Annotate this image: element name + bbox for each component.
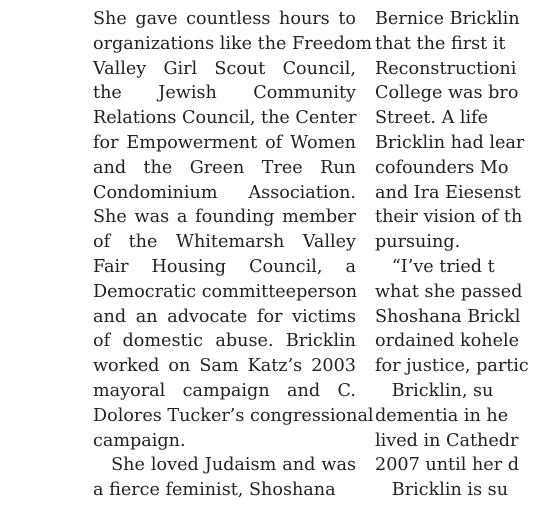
text-line: the Jewish Community bbox=[93, 83, 356, 104]
text-line: for Empowerment of Women bbox=[93, 132, 356, 153]
text-line: ordained kohele bbox=[375, 331, 520, 352]
text-line: organizations like the Freedom bbox=[93, 33, 373, 54]
text-line: Dolores Tucker’s congressional bbox=[93, 405, 374, 426]
text-line: cofounders Mo bbox=[375, 157, 509, 178]
text-line: “I’ve tried t bbox=[375, 256, 495, 277]
text-line: College was bro bbox=[375, 83, 519, 104]
article-column-left bbox=[93, 7, 374, 503]
text-line: Bernice Bricklin bbox=[375, 9, 520, 29]
text-line: Bricklin is su bbox=[375, 480, 509, 501]
text-line: what she passed bbox=[375, 281, 523, 302]
text-line: lived in Cathedr bbox=[375, 430, 519, 451]
text-line: and Ira Eiesenst bbox=[375, 182, 521, 203]
text-line: of domestic abuse. Bricklin bbox=[93, 331, 356, 352]
article-column-right bbox=[375, 7, 535, 503]
text-line: Fair Housing Council, a bbox=[93, 256, 356, 277]
text-line: Condominium Association. bbox=[93, 182, 356, 203]
text-line: Valley Girl Scout Council, bbox=[93, 58, 356, 79]
text-line: pursuing. bbox=[375, 232, 461, 253]
text-line: She loved Judaism and was bbox=[93, 455, 356, 476]
text-line: Reconstructioni bbox=[375, 58, 517, 79]
text-line: for justice, partic bbox=[375, 356, 529, 377]
text-line: dementia in he bbox=[375, 405, 509, 426]
text-line: Shoshana Brickl bbox=[375, 306, 521, 327]
text-line: worked on Sam Katz’s 2003 bbox=[93, 356, 356, 377]
text-line: Street. A life bbox=[375, 108, 489, 129]
text-line: mayoral campaign and C. bbox=[93, 380, 356, 401]
text-line: their vision of th bbox=[375, 207, 523, 228]
text-line: She gave countless hours to bbox=[93, 9, 356, 29]
text-line: campaign. bbox=[93, 430, 186, 451]
text-line: that the first it bbox=[375, 33, 506, 54]
text-line: Bricklin, su bbox=[375, 380, 494, 401]
text-line: a fierce feminist, Shoshana bbox=[93, 480, 336, 501]
text-line: Relations Council, the Center bbox=[93, 108, 357, 129]
text-line: 2007 until her d bbox=[375, 455, 519, 476]
text-line: and the Green Tree Run bbox=[93, 157, 356, 178]
text-line: of the Whitemarsh Valley bbox=[93, 232, 356, 253]
text-line: Bricklin had lear bbox=[375, 132, 525, 153]
text-line: Democratic committeeperson bbox=[93, 281, 358, 302]
text-line: She was a founding member bbox=[93, 207, 356, 228]
text-line: and an advocate for victims bbox=[93, 306, 356, 327]
